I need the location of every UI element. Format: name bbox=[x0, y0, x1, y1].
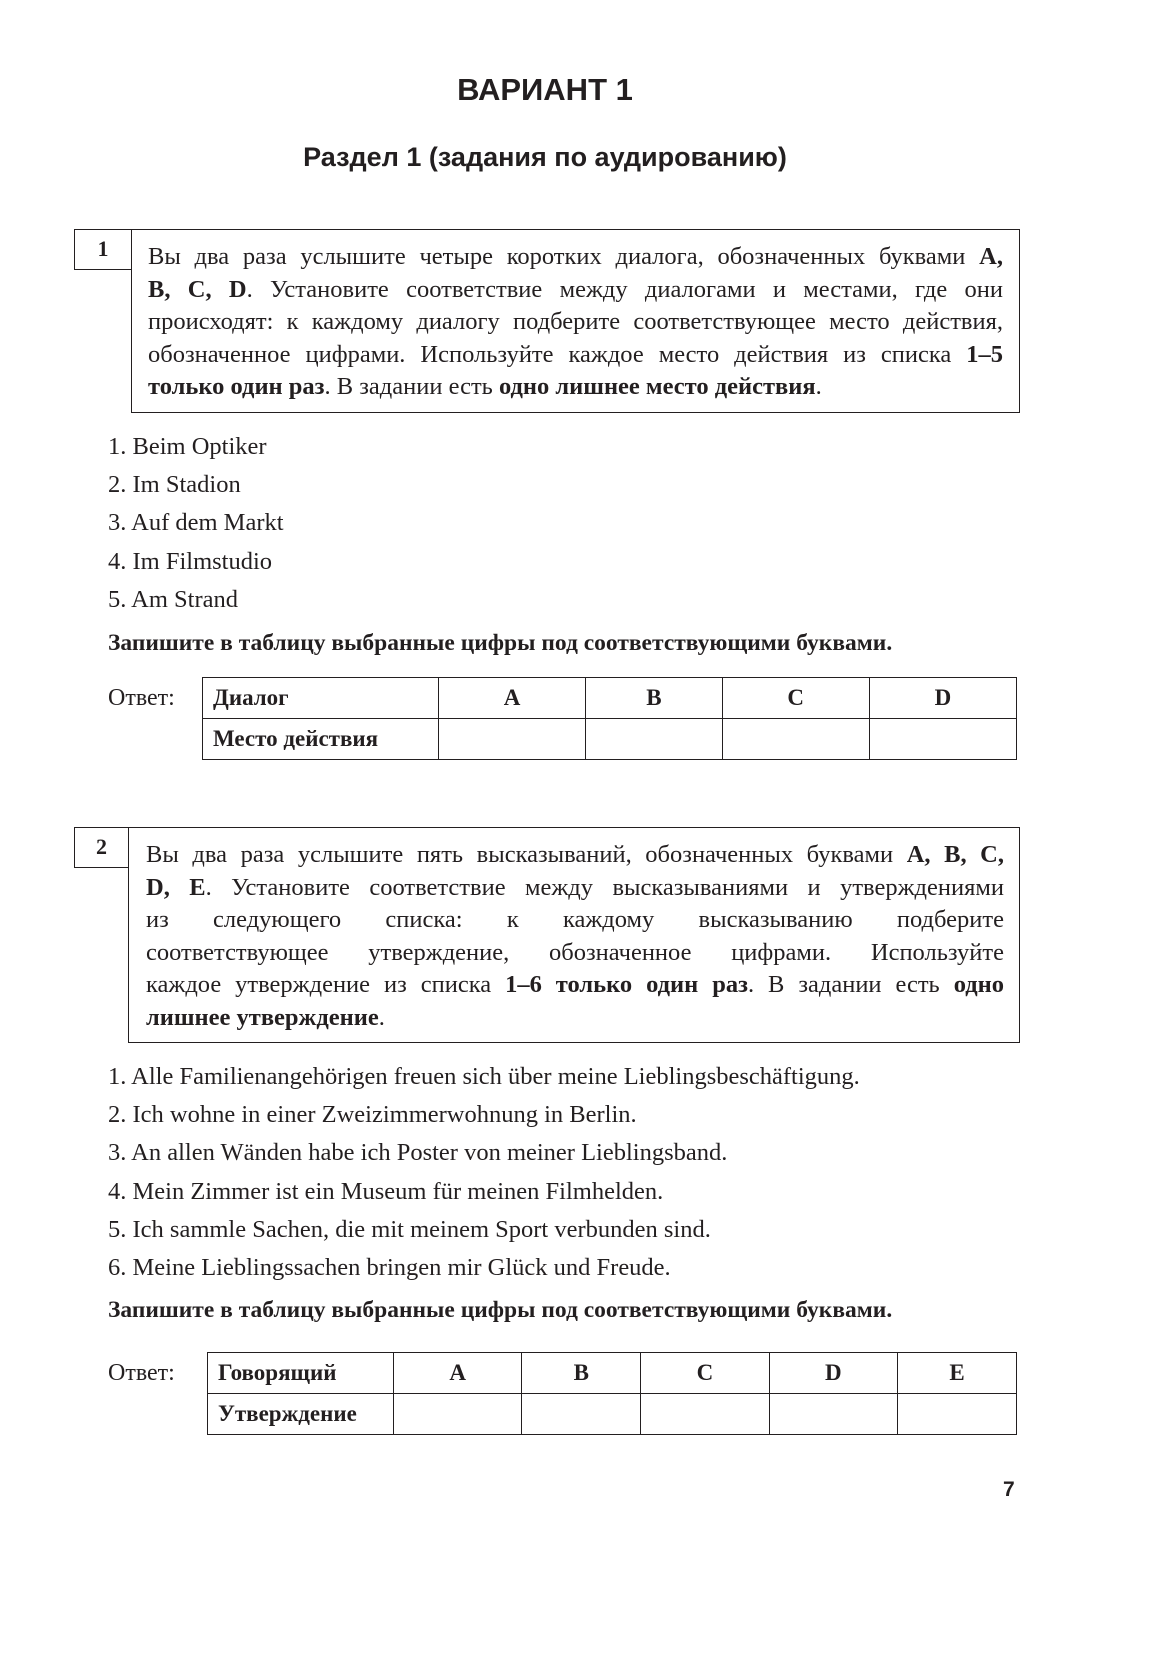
text: . bbox=[378, 1003, 385, 1031]
task2-answer-label: Ответ: bbox=[108, 1360, 175, 1386]
option-item: 5. Ich sammle Sachen, die mit meinem Sport verbunden sind. bbox=[108, 1215, 711, 1243]
column-letter: B bbox=[586, 678, 722, 719]
text: . Установите соответствие между высказываниями и утверждениями bbox=[205, 873, 1004, 901]
column-letter: D bbox=[869, 678, 1016, 719]
option-item: 4. Mein Zimmer ist ein Museum für meinen Filmhelden. bbox=[108, 1177, 664, 1205]
task1-instruction: Запишите в таблицу выбранные цифры под соответствующими буквами. bbox=[108, 630, 893, 656]
task-text-line bbox=[146, 1002, 1004, 1035]
text: из следующего списка: к каждому высказыванию подберите bbox=[146, 906, 1004, 933]
task-text-line bbox=[148, 241, 1003, 274]
column-letter: C bbox=[722, 678, 869, 719]
answer-cell[interactable] bbox=[394, 1394, 522, 1435]
task-text-line bbox=[148, 306, 1003, 339]
option-item: 1. Beim Optiker bbox=[108, 433, 267, 460]
task2-options bbox=[108, 1058, 860, 1287]
column-letter: A bbox=[394, 1353, 522, 1394]
answer-cell[interactable] bbox=[869, 719, 1016, 760]
task2-answer-table bbox=[207, 1352, 1017, 1435]
bold-text: только один раз bbox=[148, 373, 325, 400]
option-item: 2. Im Stadion bbox=[108, 471, 241, 499]
bold-text: D, E bbox=[146, 873, 206, 901]
text: Вы два раза услышите четыре коротких диалога, обозначенных буквами bbox=[148, 243, 980, 270]
task-text-line bbox=[148, 274, 1003, 307]
task-text-line bbox=[146, 969, 1004, 1002]
table-header: Диалог bbox=[203, 678, 439, 719]
column-letter: D bbox=[769, 1353, 897, 1394]
task-text-line bbox=[146, 839, 1004, 872]
column-letter: E bbox=[897, 1353, 1016, 1394]
variant-title: ВАРИАНТ 1 bbox=[457, 72, 633, 107]
text: . bbox=[815, 373, 822, 400]
text: . В задании есть bbox=[324, 373, 499, 400]
task-text-line bbox=[148, 339, 1003, 372]
bold-text: 1–5 bbox=[966, 340, 1003, 368]
table-header: Утверждение bbox=[208, 1394, 394, 1435]
bold-text: одно bbox=[953, 971, 1004, 998]
page-number: 7 bbox=[1003, 1478, 1015, 1501]
column-letter: B bbox=[522, 1353, 641, 1394]
task-text-line bbox=[148, 371, 1003, 404]
task1-answer-label: Ответ: bbox=[108, 685, 175, 711]
bold-text: A, B, C, bbox=[906, 841, 1004, 868]
answer-cell[interactable] bbox=[769, 1394, 897, 1435]
task2-text bbox=[146, 839, 1004, 1034]
task-text-line bbox=[146, 872, 1004, 905]
task1-options bbox=[108, 428, 284, 619]
option-item: 5. Am Strand bbox=[108, 585, 238, 613]
answer-cell[interactable] bbox=[586, 719, 722, 760]
text: каждое утверждение из списка bbox=[146, 971, 506, 998]
bold-text: одно лишнее место действия bbox=[498, 373, 816, 400]
text: . В задании есть bbox=[747, 971, 954, 998]
option-item: 6. Meine Lieblingssachen bringen mir Glück und Freude. bbox=[108, 1254, 671, 1282]
bold-text: лишнее утверждение bbox=[146, 1003, 379, 1031]
section-title: Раздел 1 (задания по аудированию) bbox=[303, 142, 787, 172]
text: соответствующее утверждение, обозначенное цифрами. Используйте bbox=[146, 938, 1004, 966]
answer-cell[interactable] bbox=[722, 719, 869, 760]
option-item: 1. Alle Familienangehörigen freuen sich über meine Lieblingsbeschäftigung. bbox=[108, 1063, 860, 1090]
answer-cell[interactable] bbox=[522, 1394, 641, 1435]
text: происходят: к каждому диалогу подберите соответствующее место действия, bbox=[148, 308, 1003, 335]
task-text-line bbox=[146, 937, 1004, 970]
task2-number: 2 bbox=[74, 827, 129, 868]
option-item: 4. Im Filmstudio bbox=[108, 547, 273, 575]
task1-answer-table bbox=[202, 677, 1017, 760]
option-item: 3. Auf dem Markt bbox=[108, 509, 284, 537]
bold-text: A, bbox=[979, 243, 1003, 270]
option-item: 2. Ich wohne in einer Zweizimmerwohnung in Berlin. bbox=[108, 1101, 637, 1129]
bold-text: B, C, D bbox=[148, 275, 247, 303]
task2-instruction: Запишите в таблицу выбранные цифры под соответствующими буквами. bbox=[108, 1297, 893, 1323]
table-header: Место действия bbox=[203, 719, 439, 760]
bold-text: 1–6 только один раз bbox=[505, 971, 748, 998]
table-header: Говорящий bbox=[208, 1353, 394, 1394]
option-item: 3. An allen Wänden habe ich Poster von meiner Lieblingsband. bbox=[108, 1139, 728, 1167]
text: . Установите соответствие между диалогами и местами, где они bbox=[246, 275, 1003, 303]
answer-cell[interactable] bbox=[897, 1394, 1016, 1435]
task1-number: 1 bbox=[74, 229, 132, 270]
answer-cell[interactable] bbox=[439, 719, 586, 760]
task1-text bbox=[148, 241, 1003, 404]
text: Вы два раза услышите пять высказываний, обозначенных буквами bbox=[146, 841, 907, 868]
task-text-line bbox=[146, 904, 1004, 937]
text: обозначенное цифрами. Используйте каждое место действия из списка bbox=[148, 340, 967, 368]
column-letter: C bbox=[641, 1353, 769, 1394]
column-letter: A bbox=[439, 678, 586, 719]
answer-cell[interactable] bbox=[641, 1394, 769, 1435]
